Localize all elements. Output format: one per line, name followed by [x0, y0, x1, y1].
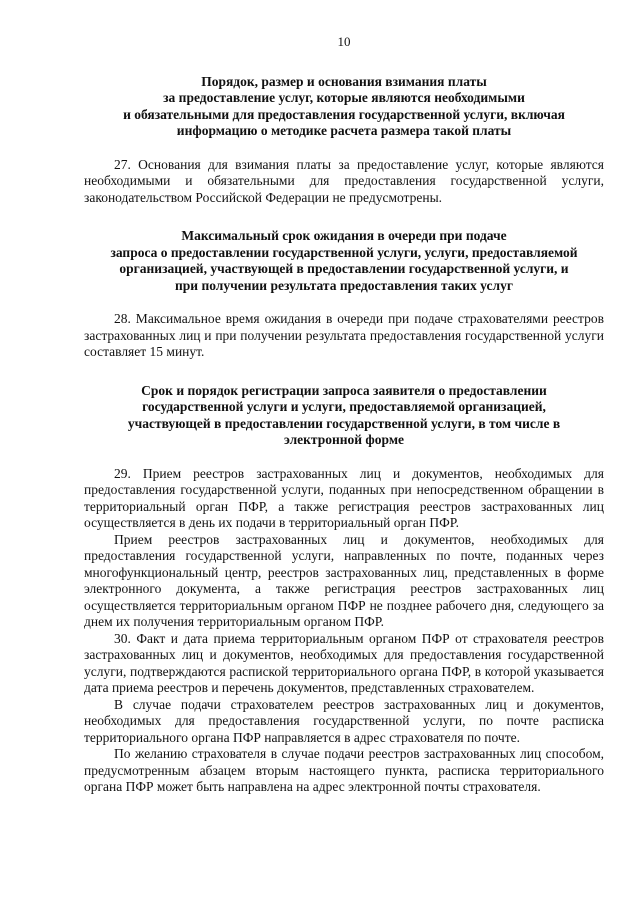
paragraph-30: 30. Факт и дата приема территориальным органом ПФР от страхователя реестров застрахованных лиц и документов, необходимых для предоставления государственной услуги, подтверждаются распиской территориального органа ПФР, в которой указывается дата приема реестров и перечень документов, представленных страхователем. — [84, 630, 604, 695]
page-number: 10 — [337, 34, 351, 49]
heading-line: информацию о методике расчета размера такой платы — [176, 123, 512, 138]
section-heading-registration — [84, 383, 604, 449]
paragraph-30-mail: В случае подачи страхователем реестров застрахованных лиц и документов, необходимых для предоставления государственной услуги, по почте расписка территориального органа ПФР направляется в адрес страхователя по почте. — [84, 696, 604, 745]
heading-line: электронной форме — [283, 432, 405, 447]
heading-line: запроса о предоставлении государственной услуги, услуги, предоставляемой — [110, 244, 578, 260]
heading-line: организацией, участвующей в предоставлении государственной услуги, и — [119, 261, 569, 276]
heading-line: и обязательными для предоставления государственной услуги, включая — [123, 106, 565, 122]
paragraph-27: 27. Основания для взимания платы за предоставление услуг, которые являются необходимыми и обязательными для предоставления государственной услуги, законодательством Российской Федерации не предусмотрены. — [84, 156, 604, 205]
heading-line: государственной услуги и услуги, предоставляемой организацией, — [142, 399, 546, 414]
paragraph-29-second: Прием реестров застрахованных лиц и документов, необходимых для предоставления государственной услуги, направленных по почте, поданных через многофункциональный центр, реестров застрахованных лиц, представленных в форме электронного документа, а также регистрация реестров застрахованных лиц осуществляется территориальным органом ПФР не позднее рабочего дня, следующего за днем их получения территориальным органом ПФР. — [84, 531, 604, 629]
section-heading-queue — [84, 228, 604, 294]
heading-line: за предоставление услуг, которые являются необходимыми — [163, 90, 525, 105]
paragraph-28: 28. Максимальное время ожидания в очереди при подаче страхователями реестров застрахованных лиц и при получении результата предоставления государственной услуги составляет 15 минут. — [84, 311, 604, 359]
section-heading-fee — [84, 74, 604, 140]
heading-line: Срок и порядок регистрации запроса заявителя о предоставлении — [141, 382, 547, 398]
paragraph-29: 29. Прием реестров застрахованных лиц и документов, необходимых для предоставления государственной услуги, поданных при непосредственном обращении в территориальный орган ПФР, а также регистрация реестров застрахованных лиц осуществляется в день их подачи в территориальный орган ПФР. — [84, 465, 604, 530]
heading-line: Максимальный срок ожидания в очереди при подаче — [181, 228, 507, 243]
paragraph-30-email: По желанию страхователя в случае подачи реестров застрахованных лиц способом, предусмотренным абзацем вторым настоящего пункта, расписка территориального органа ПФР может быть направлена на адрес электронной почты страхователя. — [84, 746, 604, 794]
heading-line: участвующей в предоставлении государственной услуги, в том числе в — [127, 415, 561, 431]
heading-line: Порядок, размер и основания взимания платы — [201, 73, 487, 89]
heading-line: при получении результата предоставления таких услуг — [175, 277, 513, 293]
